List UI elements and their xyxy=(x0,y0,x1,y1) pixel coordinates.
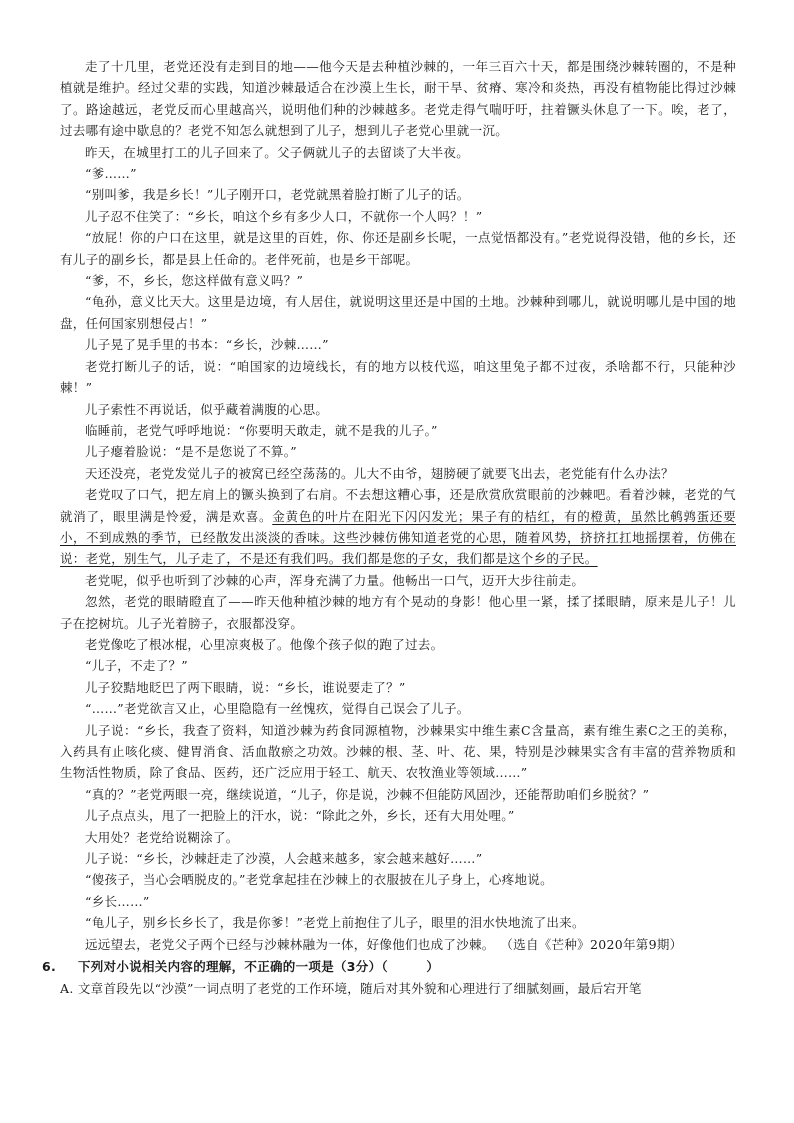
story-paragraph xyxy=(60,227,736,270)
story-paragraph xyxy=(60,655,736,676)
paragraph-text: “龟儿子，别乡长乡长了，我是你爹！”老党上前抱住了儿子，眼里的泪水快地流了出来。 xyxy=(85,915,585,931)
paragraph-text: “爹……” xyxy=(85,166,137,182)
story-paragraph xyxy=(60,334,736,355)
paragraph-text: 临睡前，老党气呼呼地说：“你要明天敢走，就不是我的儿子。” xyxy=(85,422,438,438)
story-paragraph xyxy=(60,912,736,933)
paragraph-text: “龟孙，意义比天大。这里是边境，有人居住，就说明这里还是中国的土地。沙棘种到哪儿，就说明哪儿是中国的地盘，任何国家别想侵占！” xyxy=(60,294,736,331)
paragraph-text: “乡长……” xyxy=(85,893,150,909)
paragraph-text: 走了十几里，老党还没有走到目的地——他今天是去种植沙棘的，一年三百六十天，都是围绕沙棘转圈的，不是种植就是维护。经过父辈的实践，知道沙棘最适合在沙漠上生长，耐干旱、贫瘠、寒冷和炎热，再没有植物能比得过沙棘了。路途越远，老党反而心里越高兴，说明他们种的沙棘越多。老党走得气喘吁吁，拄着镢头休息了一下。唉，老了，过去哪有途中歇息的？老党不知怎么就想到了儿子，想到儿子老党心里就一沉。 xyxy=(60,59,736,139)
question-6 xyxy=(42,956,736,977)
paragraph-text: 儿子晃了晃手里的书本：“乡长，沙棘……” xyxy=(85,337,329,353)
paragraph-text: 儿子说：“乡长，沙棘赶走了沙漠，人会越来越多，家会越来越好……” xyxy=(85,851,483,867)
paragraph-text: “真的？”老党两眼一亮，继续说道，“儿子，你是说，沙棘不但能防风固沙，还能帮助咱们乡脱贫？” xyxy=(85,786,650,802)
paragraph-text: “傻孩子，当心会晒脱皮的。”老党拿起挂在沙棘上的衣服披在儿子身上，心疼地说。 xyxy=(85,872,553,888)
source-citation: （选自《芒种》2020年第9期） xyxy=(506,936,683,952)
paragraph-text: 儿子狡黠地眨巴了两下眼睛，说：“乡长，谁说要走了？” xyxy=(85,679,406,695)
paragraph-text: “……”老党欲言又止，心里隐隐有一丝愧疚，觉得自己误会了儿子。 xyxy=(85,701,470,717)
story-paragraph xyxy=(60,291,736,334)
paragraph-text: 儿子点点头，甩了一把脸上的汗水，说：“除此之外，乡长，还有大用处哩。” xyxy=(85,808,515,824)
story-paragraph xyxy=(60,463,736,484)
paragraph-text: 儿子说：“乡长，我查了资料，知道沙棘为药食同源植物，沙棘果实中维生素C含量高，素有维生素C之王的美称，入药具有止咳化痰、健胃消食、活血散瘀之功效。沙棘的根、茎、叶、花、果，特别是沙棘果实含有丰富的营养物质和生物活性物质，除了食品、医药，还广泛应用于轻工、航天、农牧渔业等领域……” xyxy=(60,722,736,781)
paragraph-text: “别叫爹，我是乡长！”儿子刚开口，老党就黑着脸打断了儿子的话。 xyxy=(85,187,470,203)
option-a: A. 文章首段先以“沙漠”一词点明了老党的工作环境，随后对其外貌和心理进行了细腻刻画，最后宕开笔 xyxy=(60,981,642,997)
question-stem: 下列对小说相关内容的理解，不正确的一项是（3分）（ ） xyxy=(78,959,440,975)
story-paragraph xyxy=(60,184,736,205)
paragraph-text: 儿子索性不再说话，似乎藏着满腹的心思。 xyxy=(85,401,329,417)
story-paragraph xyxy=(60,698,736,719)
story-paragraph xyxy=(60,206,736,227)
story-paragraph xyxy=(60,720,736,784)
question-number: 6. xyxy=(42,959,57,975)
story-paragraph xyxy=(60,142,736,163)
paragraph-text: 老党呢，似乎也听到了沙棘的心声，浑身充满了力量。他畅出一口气，迈开大步往前走。 xyxy=(85,572,585,588)
story-paragraph xyxy=(60,891,736,912)
story-paragraph xyxy=(60,441,736,462)
story-paragraph xyxy=(60,399,736,420)
final-paragraph xyxy=(60,934,736,955)
story-paragraph xyxy=(60,591,736,634)
paragraph-text: 老党叹了口气，把左肩上的镢头换到了右肩。不去想这糟心事，还是欣赏欣赏眼前的沙棘吧。看着沙棘，老党的气就消了，眼里满是怜爱，满是欢喜。 xyxy=(60,487,736,524)
paragraph-text: 老党像吃了根冰棍，心里凉爽极了。他像个孩子似的跑了过去。 xyxy=(85,636,444,652)
story-paragraph xyxy=(60,784,736,805)
story-text xyxy=(60,56,736,934)
story-paragraph xyxy=(60,163,736,184)
story-paragraph xyxy=(60,420,736,441)
paragraph-text: 老党打断儿子的话，说：“咱国家的边境线长，有的地方以枝代巡，咱这里兔子都不过夜，杀啥都不行，只能种沙棘！” xyxy=(60,358,736,396)
paragraph-text: 儿子忍不住笑了：“乡长，咱这个乡有多少人口，不就你一个人吗？！” xyxy=(85,208,483,224)
story-paragraph xyxy=(60,805,736,826)
story-paragraph xyxy=(60,848,736,869)
story-paragraph xyxy=(60,270,736,291)
final-paragraph-text: 远远望去，老党父子两个已经与沙棘林融为一体，好像他们也成了沙棘。 xyxy=(85,936,495,952)
paragraph-text: “儿子，不走了？” xyxy=(85,658,188,674)
story-paragraph xyxy=(60,827,736,848)
story-paragraph xyxy=(60,570,736,591)
story-paragraph xyxy=(60,356,736,399)
paragraph-text: “爹，不，乡长，您这样做有意义吗？” xyxy=(85,273,304,289)
story-paragraph xyxy=(60,56,736,142)
story-paragraph xyxy=(60,484,736,570)
story-paragraph xyxy=(60,677,736,698)
paragraph-text: 儿子瘪着脸说：“是不是您说了不算。” xyxy=(85,444,297,460)
paragraph-text: 大用处？老党给说糊涂了。 xyxy=(85,829,239,845)
paragraph-text: 天还没亮，老党发觉儿子的被窝已经空荡荡的。儿大不由爷，翅膀硬了就要飞出去，老党能有什么办法？ xyxy=(85,465,674,481)
story-paragraph xyxy=(60,869,736,890)
paragraph-text: 忽然，老党的眼睛瞪直了——昨天他种植沙棘的地方有个晃动的身影！他心里一紧，揉了揉眼睛，原来是儿子！儿子在挖树坑。儿子光着膀子，衣服都没穿。 xyxy=(60,594,736,631)
underlined-passage: 金黄色的叶片在阳光下闪闪发光；果子有的桔红，有的橙黄，虽然比鹌鹑蛋还要小，不到成熟的季节，已经散发出淡淡的香味。这些沙棘仿佛知道老党的心思，随着风势，挤挤扛扛地摇摆着，仿佛在说：老党，别生气，儿子走了，不是还有我们吗。我们都是您的子女，我们都是这个乡的子民。 xyxy=(60,508,736,567)
paragraph-text: 昨天，在城里打工的儿子回来了。父子俩就儿子的去留谈了大半夜。 xyxy=(85,144,470,160)
story-paragraph xyxy=(60,634,736,655)
paragraph-text: “放屁！你的户口在这里，就是这里的百姓，你、你还是副乡长呢，一点觉悟都没有。”老党说得没错，他的乡长，还有儿子的副乡长，都是县上任命的。老伴死前，也是乡干部呢。 xyxy=(60,230,736,267)
